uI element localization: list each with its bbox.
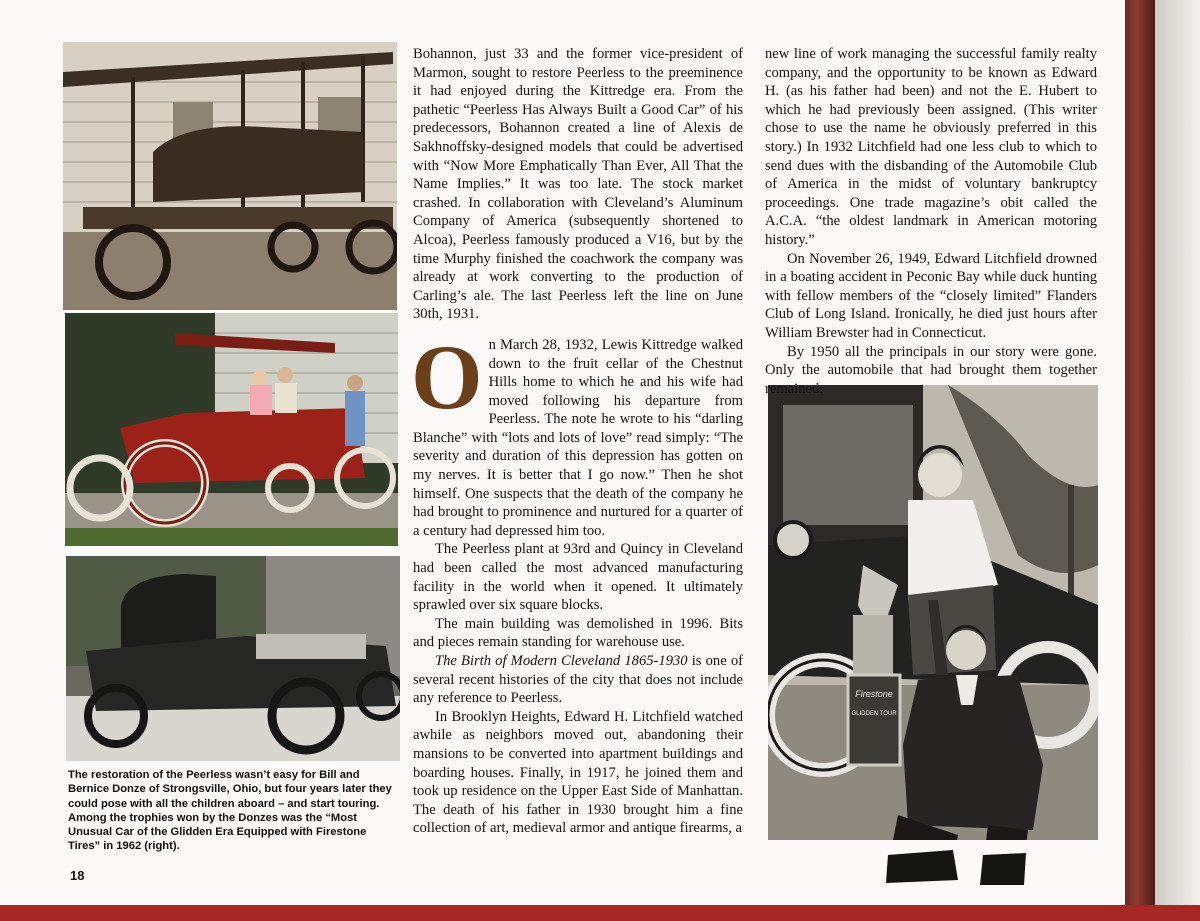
paragraph-brooklyn: In Brooklyn Heights, Edward H. Litchfield watched awhile as neighbors moved out, abandoning their mansions to be converted into apartment buildings and boarding houses. Finally, in 1917, he joined them and took up residence on the Upper East Side of Manhattan. The death of his father in 1930 brought him a fine collection of art, medieval armor and antique firearms, a [413, 708, 743, 837]
paragraph-birth-rest: is one of several recent histories of the city that does not include any reference to Peerless. [413, 653, 743, 707]
photo-caption: The restoration of the Peerless wasn’t easy for Bill and Bernice Donze of Strongsville, Ohio, but four years later they could pose with all the children aboard – and start touring. Among the trophies won by the Donzes was the “Most Unusual Car of the Glidden Era Equipped with Firestone Tires” in 1962 (right). [68, 769, 392, 853]
trophy-brand-text: Firestone [855, 689, 893, 699]
paragraph-drowned: On November 26, 1949, Edward Litchfield drowned in a boating accident in Peconic Bay while duck hunting with fellow members of the “closely limited” Flanders Club of Long Island. Ironically, he died just hours after William Brewster had in Connecticut. [765, 250, 1097, 341]
trophy-plate-text: GLIDDEN TOUR [851, 711, 897, 717]
text-column-left [413, 45, 743, 838]
page-number: 18 [70, 868, 85, 883]
paragraph-birth-of-cleveland [413, 652, 743, 708]
paragraph-1950: By 1950 all the principals in our story were gone. Only the automobile that had brought them together remained. [765, 343, 1097, 397]
paragraph-bohannon: Bohannon, just 33 and the former vice-president of Marmon, sought to restore Peerless to the preeminence it had enjoyed during the Kittredge era. From the pathetic “Peerless Has Always Built a Good Car” of his predecessors, Bohannon created a line of Alexis de Sakhnoffsky-designed models that could be advertised with “Now More Emphatically Than Ever, All That the Name Implies.” It was too late. The stock market crashed. In collaboration with Cleveland’s Aluminum Company of America (subsequently shortened to Alcoa), Peerless famously produced a V16, but by the time Murphy finished the coachwork the company was already at work converting to the production of Carling’s ale. The last Peerless left the line on June 30th, 1931. [413, 46, 743, 323]
photo-black-peerless [66, 556, 400, 761]
book-title: The Birth of Modern Cleveland 1865-1930 [435, 653, 688, 669]
paragraph-kittredge [411, 325, 743, 541]
book-gutter [1125, 0, 1155, 921]
photo-trophy-couple [768, 385, 1098, 885]
facing-page-edge [1155, 0, 1200, 921]
photo-unrestored-peerless [63, 42, 397, 310]
photo-restored-peerless-family [65, 313, 398, 546]
paragraph-demolished: The main building was demolished in 1996. Bits and pieces remain standing for warehouse use. [413, 615, 743, 651]
paragraph-plant: The Peerless plant at 93rd and Quincy in Cleveland had been called the most advanced manufacturing facility in the world when it opened. It ultimately sprawled over six square blocks. [413, 541, 743, 614]
text-column-right [765, 45, 1097, 398]
page-bottom-edge [0, 905, 1200, 921]
paragraph-realty: new line of work managing the successful family realty company, and the opportunity to be known as Edward H. (as his father had been) and not the E. Hubert to which he had previously been assigned. (This writer chose to use the name he obviously preferred in this story.) In 1932 Litchfield had one less club to which to send dues with the disbanding of the Automobile Club of America in the midst of voluntary bankruptcy proceedings. One trade magazine’s obit called the A.C.A. “the oldest landmark in American motoring history.” [765, 46, 1097, 248]
paragraph-kittredge-text: n March 28, 1932, Lewis Kittredge walked down to the fruit cellar of the Chestnut Hills home to which he and his wife had moved following his departure from Peerless. The note he wrote to his “darling Blanche” with “lots and lots of love” read simply: “The severity and duration of this depression has gotten on my nerves. It is better that I go now.” Then he shot himself. One suspects that the death of the company he had brought to prominence and nurtured for a quarter of a century had depressed him too. [413, 336, 743, 539]
dropcap-letter: O [411, 325, 483, 428]
